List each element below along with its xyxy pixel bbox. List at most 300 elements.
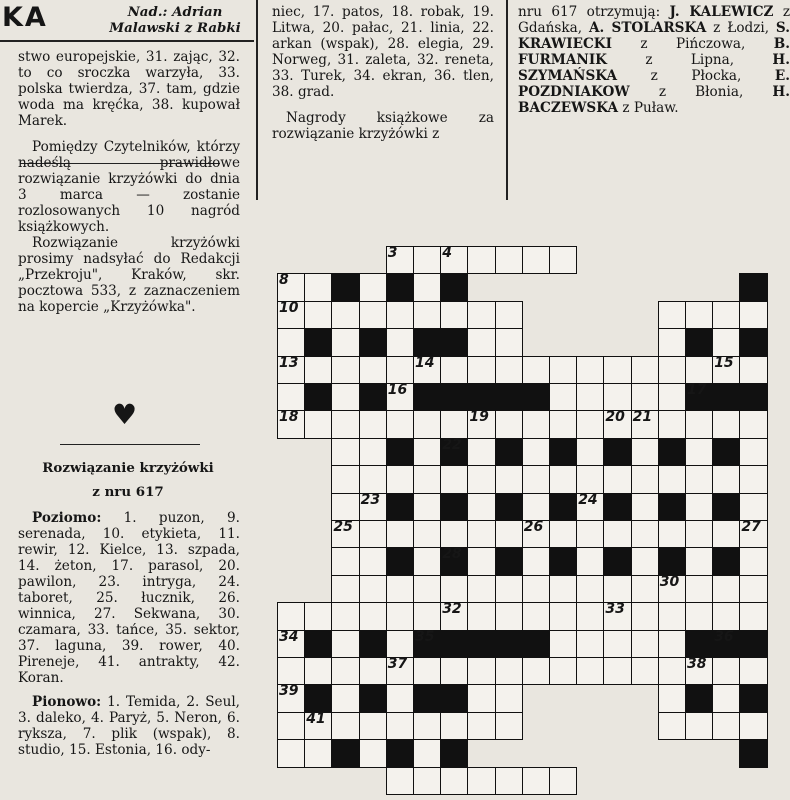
white-cell[interactable]: [685, 547, 713, 575]
white-cell[interactable]: [359, 602, 387, 630]
white-cell[interactable]: [658, 520, 686, 548]
white-cell[interactable]: [603, 657, 631, 685]
white-cell[interactable]: [712, 575, 740, 603]
white-cell[interactable]: [522, 520, 550, 548]
white-cell[interactable]: [685, 493, 713, 521]
author-line-2: Malawski z Rabki: [109, 20, 241, 36]
white-cell[interactable]: [359, 547, 387, 575]
black-cell: [495, 383, 523, 411]
white-cell[interactable]: [549, 520, 577, 548]
white-cell[interactable]: [522, 657, 550, 685]
white-cell[interactable]: [386, 301, 414, 329]
white-cell[interactable]: [359, 520, 387, 548]
clue-number: 37: [387, 656, 408, 672]
white-cell[interactable]: [277, 602, 305, 630]
white-cell[interactable]: [304, 712, 332, 740]
white-cell[interactable]: [658, 301, 686, 329]
white-cell[interactable]: [467, 410, 495, 438]
white-cell[interactable]: [495, 657, 523, 685]
white-cell[interactable]: [631, 547, 659, 575]
white-cell[interactable]: [631, 465, 659, 493]
white-cell[interactable]: [739, 602, 767, 630]
white-cell[interactable]: [277, 712, 305, 740]
white-cell[interactable]: [440, 410, 468, 438]
white-cell[interactable]: [359, 657, 387, 685]
white-cell[interactable]: [603, 602, 631, 630]
white-cell[interactable]: [304, 356, 332, 384]
white-cell[interactable]: [467, 246, 495, 274]
white-cell[interactable]: [440, 301, 468, 329]
white-cell[interactable]: [739, 657, 767, 685]
mailing-instructions: Rozwiązanie krzyżówki prosimy nadsyłać do Redakcji „Przekroju", Kraków, skr. pocztowa 533, z zaznaczeniem na kopercie „Krzyżówka".: [18, 235, 240, 315]
white-cell[interactable]: [359, 301, 387, 329]
white-cell[interactable]: [631, 356, 659, 384]
white-cell[interactable]: [685, 410, 713, 438]
white-cell[interactable]: [549, 383, 577, 411]
white-cell[interactable]: [522, 547, 550, 575]
black-cell: [712, 383, 740, 411]
white-cell[interactable]: [277, 630, 305, 658]
white-cell[interactable]: [386, 684, 414, 712]
white-cell[interactable]: [440, 575, 468, 603]
winner-2-town: z Łodzi,: [706, 20, 776, 36]
clue-number: 30: [659, 573, 680, 590]
white-cell[interactable]: [549, 767, 577, 795]
black-cell: [359, 383, 387, 411]
white-cell[interactable]: [386, 383, 414, 411]
white-cell[interactable]: [386, 410, 414, 438]
white-cell[interactable]: [685, 575, 713, 603]
white-cell[interactable]: [576, 630, 604, 658]
white-cell[interactable]: [739, 301, 767, 329]
white-cell[interactable]: [386, 767, 414, 795]
white-cell[interactable]: [359, 356, 387, 384]
white-cell[interactable]: [576, 383, 604, 411]
white-cell[interactable]: [331, 438, 359, 466]
white-cell[interactable]: [712, 328, 740, 356]
black-cell: [658, 547, 686, 575]
white-cell[interactable]: [739, 712, 767, 740]
white-cell[interactable]: [712, 520, 740, 548]
white-cell[interactable]: [685, 602, 713, 630]
clue-number: 35: [415, 628, 435, 645]
white-cell[interactable]: [359, 438, 387, 466]
white-cell[interactable]: [359, 575, 387, 603]
white-cell[interactable]: [413, 547, 441, 575]
white-cell[interactable]: [739, 575, 767, 603]
white-cell[interactable]: [467, 712, 495, 740]
clue-number: 14: [415, 354, 435, 371]
white-cell[interactable]: [413, 767, 441, 795]
white-cell[interactable]: [576, 465, 604, 493]
white-cell[interactable]: [331, 602, 359, 630]
white-cell[interactable]: [631, 493, 659, 521]
white-cell[interactable]: [440, 246, 468, 274]
white-cell[interactable]: [603, 410, 631, 438]
white-cell[interactable]: [413, 410, 441, 438]
white-cell[interactable]: [495, 767, 523, 795]
white-cell[interactable]: [413, 739, 441, 767]
white-cell[interactable]: [576, 547, 604, 575]
white-cell[interactable]: [739, 520, 767, 548]
white-cell[interactable]: [413, 301, 441, 329]
white-cell[interactable]: [304, 657, 332, 685]
white-cell[interactable]: [331, 520, 359, 548]
white-cell[interactable]: [467, 657, 495, 685]
white-cell[interactable]: [739, 438, 767, 466]
white-cell[interactable]: [359, 712, 387, 740]
white-cell[interactable]: [658, 410, 686, 438]
black-cell: [304, 383, 332, 411]
white-cell[interactable]: [603, 520, 631, 548]
clue-number: 41: [306, 710, 326, 727]
clue-number: 27: [741, 519, 761, 535]
white-cell[interactable]: [331, 684, 359, 712]
black-cell: [685, 383, 713, 411]
black-cell: [658, 493, 686, 521]
white-cell[interactable]: [549, 602, 577, 630]
white-cell[interactable]: [712, 301, 740, 329]
white-cell[interactable]: [712, 684, 740, 712]
white-cell[interactable]: [467, 328, 495, 356]
solution-title-line-1: Rozwiązanie krzyżówki: [42, 460, 214, 476]
black-cell: [413, 684, 441, 712]
white-cell[interactable]: [739, 410, 767, 438]
white-cell[interactable]: [495, 520, 523, 548]
white-cell[interactable]: [658, 684, 686, 712]
white-cell[interactable]: [576, 575, 604, 603]
winner-5: H. SZYMAŃSKA: [518, 52, 790, 84]
black-cell: [549, 493, 577, 521]
white-cell[interactable]: [685, 465, 713, 493]
white-cell[interactable]: [631, 630, 659, 658]
white-cell[interactable]: [331, 356, 359, 384]
section-letters: KA: [2, 2, 48, 33]
white-cell[interactable]: [277, 328, 305, 356]
black-cell: [603, 547, 631, 575]
white-cell[interactable]: [440, 465, 468, 493]
winner-7-town: z Puław.: [618, 100, 679, 116]
clue-number: 39: [279, 683, 299, 700]
black-cell: [495, 547, 523, 575]
white-cell[interactable]: [467, 520, 495, 548]
white-cell[interactable]: [331, 630, 359, 658]
white-cell[interactable]: [522, 767, 550, 795]
white-cell[interactable]: [359, 465, 387, 493]
winner-3: S. KRAWIECKI: [518, 20, 790, 52]
clue-number: 24: [578, 491, 598, 508]
across-answers: 1. puzon, 9. serenada, 10. etykieta, 11. rewir, 12. Kielce, 13. szpada, 14. żeton, 17. parasol, 20. pawilon, 23. intryga, 24. taboret, 25. łucznik, 26. winnica, 27. Sekwana, 30. czamara, 33. tańce, 35. sektor, 37. laguna, 39. rower, 40. Pireneje, 41. antrakty, 42. Koran.: [18, 510, 240, 686]
white-cell[interactable]: [304, 602, 332, 630]
white-cell[interactable]: [685, 712, 713, 740]
black-cell: [440, 684, 468, 712]
white-cell[interactable]: [712, 356, 740, 384]
white-cell[interactable]: [413, 273, 441, 301]
white-cell[interactable]: [522, 493, 550, 521]
white-cell[interactable]: [331, 301, 359, 329]
black-cell: [359, 328, 387, 356]
white-cell[interactable]: [685, 438, 713, 466]
white-cell[interactable]: [304, 273, 332, 301]
white-cell[interactable]: [712, 602, 740, 630]
white-cell[interactable]: [522, 246, 550, 274]
black-cell: [440, 328, 468, 356]
black-cell: [440, 438, 468, 466]
white-cell[interactable]: [440, 767, 468, 795]
white-cell[interactable]: [658, 328, 686, 356]
white-cell[interactable]: [386, 712, 414, 740]
black-cell: [495, 438, 523, 466]
white-cell[interactable]: [495, 602, 523, 630]
white-cell[interactable]: [631, 602, 659, 630]
black-cell: [495, 493, 523, 521]
white-cell[interactable]: [631, 410, 659, 438]
white-cell[interactable]: [331, 410, 359, 438]
clue-number: 33: [605, 601, 625, 618]
white-cell[interactable]: [413, 438, 441, 466]
white-cell[interactable]: [522, 410, 550, 438]
clue-number: 3: [387, 245, 398, 261]
white-cell[interactable]: [658, 356, 686, 384]
clue-number: 25: [333, 519, 353, 535]
white-cell[interactable]: [549, 575, 577, 603]
white-cell[interactable]: [576, 493, 604, 521]
white-cell[interactable]: [359, 493, 387, 521]
white-cell[interactable]: [277, 657, 305, 685]
white-cell[interactable]: [277, 301, 305, 329]
black-cell: [603, 438, 631, 466]
black-cell: [386, 739, 414, 767]
white-cell[interactable]: [658, 657, 686, 685]
white-cell[interactable]: [413, 493, 441, 521]
white-cell[interactable]: [576, 410, 604, 438]
white-cell[interactable]: [467, 602, 495, 630]
white-cell[interactable]: [495, 712, 523, 740]
white-cell[interactable]: [522, 602, 550, 630]
white-cell[interactable]: [386, 630, 414, 658]
white-cell[interactable]: [359, 410, 387, 438]
black-cell: [386, 547, 414, 575]
black-cell: [440, 383, 468, 411]
white-cell[interactable]: [467, 301, 495, 329]
white-cell[interactable]: [576, 438, 604, 466]
black-cell: [739, 684, 767, 712]
white-cell[interactable]: [413, 520, 441, 548]
white-cell[interactable]: [359, 273, 387, 301]
white-cell[interactable]: [739, 356, 767, 384]
white-cell[interactable]: [413, 465, 441, 493]
white-cell[interactable]: [739, 493, 767, 521]
white-cell[interactable]: [277, 383, 305, 411]
white-cell[interactable]: [495, 328, 523, 356]
white-cell[interactable]: [440, 657, 468, 685]
white-cell[interactable]: [386, 657, 414, 685]
white-cell[interactable]: [277, 410, 305, 438]
white-cell[interactable]: [413, 575, 441, 603]
black-cell: [739, 630, 767, 658]
clue-number: 22: [442, 436, 462, 453]
white-cell[interactable]: [413, 657, 441, 685]
white-cell[interactable]: [576, 657, 604, 685]
clue-number: 15: [714, 354, 734, 371]
white-cell[interactable]: [304, 410, 332, 438]
white-cell[interactable]: [440, 520, 468, 548]
white-cell[interactable]: [631, 657, 659, 685]
winner-4-town: z Lipna,: [607, 52, 773, 68]
white-cell[interactable]: [603, 383, 631, 411]
white-cell[interactable]: [576, 356, 604, 384]
white-cell[interactable]: [549, 657, 577, 685]
black-cell: [603, 493, 631, 521]
black-cell: [440, 547, 468, 575]
white-cell[interactable]: [549, 630, 577, 658]
white-cell[interactable]: [658, 602, 686, 630]
black-cell: [685, 328, 713, 356]
white-cell[interactable]: [386, 602, 414, 630]
white-cell[interactable]: [386, 356, 414, 384]
white-cell[interactable]: [658, 465, 686, 493]
white-cell[interactable]: [631, 438, 659, 466]
white-cell[interactable]: [467, 356, 495, 384]
white-cell[interactable]: [495, 465, 523, 493]
white-cell[interactable]: [631, 575, 659, 603]
white-cell[interactable]: [495, 301, 523, 329]
white-cell[interactable]: [495, 356, 523, 384]
white-cell[interactable]: [603, 575, 631, 603]
white-cell[interactable]: [603, 356, 631, 384]
prize-winners-intro: Nagrody książkowe za rozwiązanie krzyżówki z: [272, 110, 494, 142]
white-cell[interactable]: [658, 383, 686, 411]
white-cell[interactable]: [522, 465, 550, 493]
white-cell[interactable]: [658, 630, 686, 658]
white-cell[interactable]: [467, 684, 495, 712]
white-cell[interactable]: [522, 356, 550, 384]
winner-1: J. KALEWICZ: [669, 4, 774, 20]
white-cell[interactable]: [495, 684, 523, 712]
clue-number: 34: [279, 628, 299, 645]
white-cell[interactable]: [712, 410, 740, 438]
white-cell[interactable]: [331, 575, 359, 603]
white-cell[interactable]: [386, 575, 414, 603]
clue-number: 23: [360, 491, 381, 508]
white-cell[interactable]: [467, 547, 495, 575]
winner-4: B. FURMANIK: [518, 36, 790, 68]
white-cell[interactable]: [467, 493, 495, 521]
black-cell: [739, 328, 767, 356]
white-cell[interactable]: [331, 657, 359, 685]
white-cell[interactable]: [413, 356, 441, 384]
black-cell: [685, 684, 713, 712]
black-cell: [440, 739, 468, 767]
white-cell[interactable]: [413, 246, 441, 274]
white-cell[interactable]: [304, 301, 332, 329]
winner-2: A. STOLARSKA: [588, 20, 707, 36]
white-cell[interactable]: [712, 465, 740, 493]
white-cell[interactable]: [467, 465, 495, 493]
white-cell[interactable]: [549, 410, 577, 438]
white-cell[interactable]: [549, 356, 577, 384]
white-cell[interactable]: [413, 712, 441, 740]
white-cell[interactable]: [277, 684, 305, 712]
white-cell[interactable]: [467, 438, 495, 466]
white-cell[interactable]: [277, 739, 305, 767]
white-cell[interactable]: [712, 657, 740, 685]
white-cell[interactable]: [495, 410, 523, 438]
black-cell: [304, 684, 332, 712]
white-cell[interactable]: [440, 356, 468, 384]
white-cell[interactable]: [440, 712, 468, 740]
white-cell[interactable]: [685, 657, 713, 685]
clue-number: 36: [714, 628, 734, 645]
white-cell[interactable]: [685, 356, 713, 384]
white-cell[interactable]: [712, 712, 740, 740]
white-cell[interactable]: [495, 246, 523, 274]
white-cell[interactable]: [331, 547, 359, 575]
white-cell[interactable]: [386, 520, 414, 548]
white-cell[interactable]: [467, 767, 495, 795]
white-cell[interactable]: [413, 602, 441, 630]
white-cell[interactable]: [685, 520, 713, 548]
white-cell[interactable]: [386, 465, 414, 493]
white-cell[interactable]: [739, 465, 767, 493]
white-cell[interactable]: [359, 739, 387, 767]
white-cell[interactable]: [549, 465, 577, 493]
white-cell[interactable]: [685, 301, 713, 329]
white-cell[interactable]: [304, 739, 332, 767]
white-cell[interactable]: [331, 465, 359, 493]
clue-number: 8: [279, 272, 289, 289]
white-cell[interactable]: [576, 520, 604, 548]
white-cell[interactable]: [739, 547, 767, 575]
white-cell[interactable]: [331, 493, 359, 521]
white-cell[interactable]: [495, 575, 523, 603]
black-cell: [440, 273, 468, 301]
white-cell[interactable]: [576, 602, 604, 630]
white-cell[interactable]: [331, 712, 359, 740]
clue-number: 21: [632, 409, 653, 426]
white-cell[interactable]: [522, 438, 550, 466]
white-cell[interactable]: [277, 273, 305, 301]
white-cell[interactable]: [549, 246, 577, 274]
winner-5-town: z Płocka,: [617, 68, 775, 84]
black-cell: [467, 383, 495, 411]
white-cell[interactable]: [631, 520, 659, 548]
black-cell: [522, 383, 550, 411]
white-cell[interactable]: [658, 712, 686, 740]
black-cell: [413, 383, 441, 411]
clue-number: 10: [279, 299, 299, 316]
white-cell[interactable]: [331, 383, 359, 411]
white-cell[interactable]: [386, 328, 414, 356]
black-cell: [386, 493, 414, 521]
black-cell: [304, 630, 332, 658]
white-cell[interactable]: [277, 356, 305, 384]
black-cell: [712, 630, 740, 658]
white-cell[interactable]: [603, 465, 631, 493]
white-cell[interactable]: [331, 328, 359, 356]
white-cell[interactable]: [603, 630, 631, 658]
clue-number: 18: [279, 409, 299, 426]
white-cell[interactable]: [467, 575, 495, 603]
white-cell[interactable]: [522, 575, 550, 603]
white-cell[interactable]: [440, 602, 468, 630]
down-answers-continued: niec, 17. patos, 18. robak, 19. Litwa, 20. pałac, 21. linia, 22. arkan (wspak), 28. elegia, 29. Norweg, 31. zaleta, 32. reneta, 33. Turek, 34. ekran, 36. tlen, 38. grad.: [272, 4, 494, 100]
white-cell[interactable]: [658, 575, 686, 603]
white-cell[interactable]: [386, 246, 414, 274]
white-cell[interactable]: [631, 383, 659, 411]
clue-number: 19: [469, 409, 489, 426]
black-cell: [359, 630, 387, 658]
